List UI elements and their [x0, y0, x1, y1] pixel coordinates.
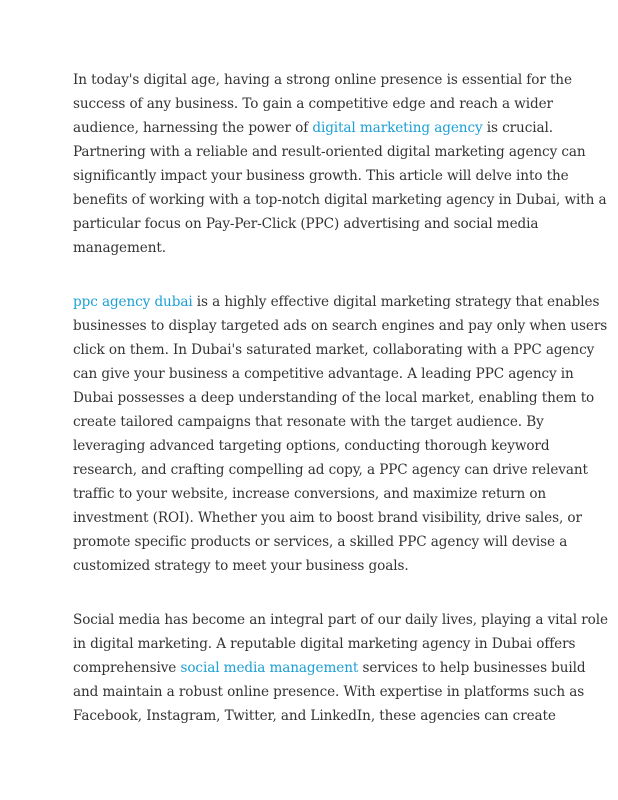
text-segment: research, and crafting compelling ad copy, a PPC agency can drive relevant — [73, 462, 588, 478]
text-line — [73, 338, 608, 362]
text-line — [73, 164, 608, 188]
text-line — [73, 140, 608, 164]
text-segment: investment (ROI). Whether you aim to boost brand visibility, drive sales, or — [73, 510, 582, 526]
text-line — [73, 656, 608, 680]
text-line — [73, 608, 608, 632]
text-line — [73, 290, 608, 314]
inline-link[interactable]: digital marketing agency — [312, 120, 483, 136]
text-line — [73, 458, 608, 482]
text-segment: is crucial. — [482, 120, 553, 136]
text-line — [73, 212, 608, 236]
text-segment: success of any business. To gain a competitive edge and reach a wider — [73, 96, 553, 112]
text-line — [73, 704, 608, 728]
text-segment: Partnering with a reliable and result-oriented digital marketing agency can — [73, 144, 586, 160]
paragraph — [73, 290, 608, 578]
text-line — [73, 92, 608, 116]
inline-link[interactable]: social media management — [180, 660, 359, 676]
text-line — [73, 236, 608, 260]
text-segment: services to help businesses build — [358, 660, 586, 676]
text-segment: customized strategy to meet your business goals. — [73, 558, 409, 574]
text-segment: comprehensive — [73, 660, 181, 676]
text-segment: significantly impact your business growth. This article will delve into the — [73, 168, 569, 184]
paragraph — [73, 68, 608, 260]
text-segment: is a highly effective digital marketing strategy that enables — [192, 294, 600, 310]
text-segment: Social media has become an integral part of our daily lives, playing a vital role — [73, 612, 608, 628]
inline-link[interactable]: ppc agency dubai — [73, 294, 193, 310]
text-line — [73, 434, 608, 458]
document-body — [73, 68, 608, 758]
text-segment: create tailored campaigns that resonate with the target audience. By — [73, 414, 544, 430]
text-line — [73, 116, 608, 140]
text-line — [73, 680, 608, 704]
text-line — [73, 632, 608, 656]
text-line — [73, 386, 608, 410]
text-segment: leveraging advanced targeting options, conducting thorough keyword — [73, 438, 550, 454]
text-line — [73, 362, 608, 386]
text-segment: Dubai possesses a deep understanding of the local market, enabling them to — [73, 390, 595, 406]
text-line — [73, 506, 608, 530]
text-line — [73, 482, 608, 506]
text-segment: In today's digital age, having a strong online presence is essential for the — [73, 72, 572, 88]
text-segment: Facebook, Instagram, Twitter, and LinkedIn, these agencies can create — [73, 708, 556, 724]
text-line — [73, 530, 608, 554]
text-line — [73, 68, 608, 92]
text-line — [73, 314, 608, 338]
text-line — [73, 188, 608, 212]
text-line — [73, 554, 608, 578]
text-segment: businesses to display targeted ads on search engines and pay only when users — [73, 318, 608, 334]
text-segment: audience, harnessing the power of — [73, 120, 313, 136]
text-segment: and maintain a robust online presence. With expertise in platforms such as — [73, 684, 585, 700]
text-segment: benefits of working with a top-notch digital marketing agency in Dubai, with a — [73, 192, 607, 208]
text-segment: particular focus on Pay-Per-Click (PPC) advertising and social media — [73, 216, 539, 232]
text-segment: promote specific products or services, a skilled PPC agency will devise a — [73, 534, 568, 550]
text-segment: traffic to your website, increase conversions, and maximize return on — [73, 486, 547, 502]
text-segment: click on them. In Dubai's saturated market, collaborating with a PPC agency — [73, 342, 595, 358]
paragraph — [73, 608, 608, 728]
text-segment: can give your business a competitive advantage. A leading PPC agency in — [73, 366, 574, 382]
text-segment: management. — [73, 240, 166, 256]
text-segment: in digital marketing. A reputable digital marketing agency in Dubai offers — [73, 636, 576, 652]
text-line — [73, 410, 608, 434]
